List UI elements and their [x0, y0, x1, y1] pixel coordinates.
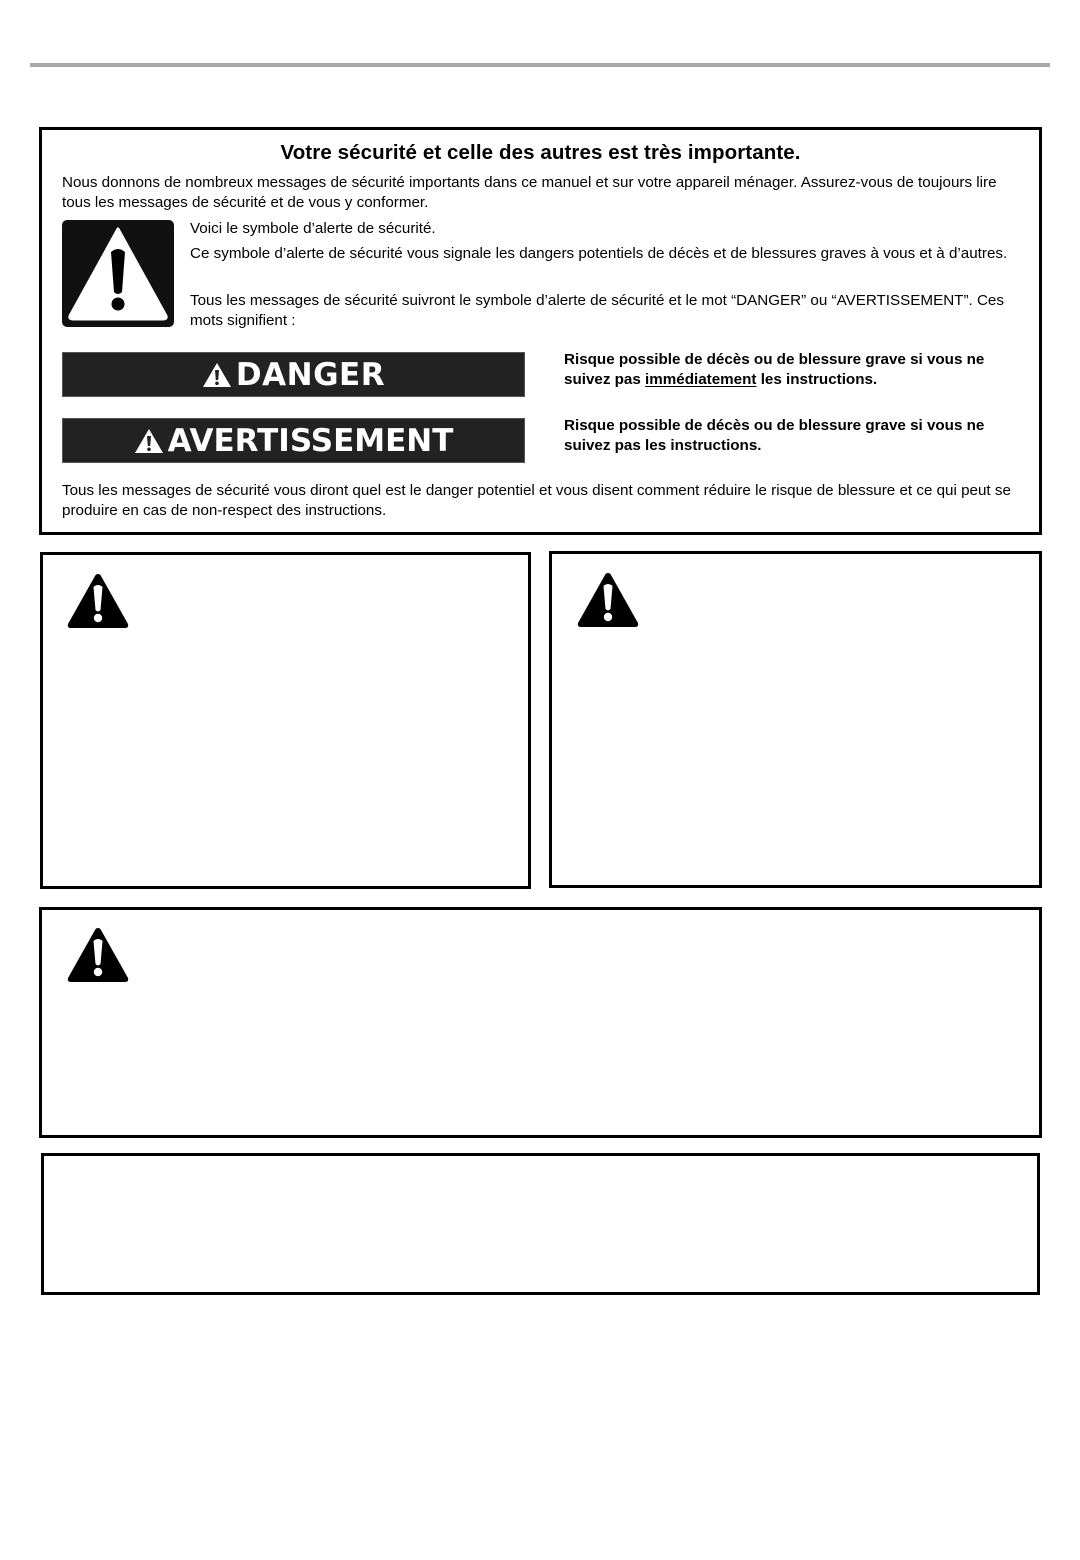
warning-triangle-icon: [66, 926, 130, 984]
warning-triangle-icon: [202, 362, 232, 388]
warning-box-right: [549, 551, 1042, 888]
warning-definition: Risque possible de décès ou de blessure grave si vous ne suivez pas les instructions.: [564, 417, 985, 454]
danger-label: DANGER: [235, 356, 386, 393]
warning-triangle-icon: [66, 572, 130, 630]
warning-triangle-icon: [576, 571, 640, 629]
symbol-label: Voici le symbole d’alerte de sécurité.: [190, 220, 436, 237]
safety-notice-box: [39, 127, 1042, 535]
danger-signal-bar: [62, 352, 525, 397]
signal-words-intro: Tous les messages de sécurité suivront le symbole d’alerte de sécurité et le mot “DANGER” ou “AVERTISSEMENT”. Ces mots signifient :: [190, 292, 1004, 329]
danger-emphasis: immédiatement: [645, 371, 757, 388]
symbol-meaning: Ce symbole d’alerte de sécurité vous signale les dangers potentiels de décès et de blessures graves à vous et à d’autres.: [190, 245, 1008, 262]
header-rule: [30, 63, 1050, 67]
safety-heading: Votre sécurité et celle des autres est très importante.: [280, 141, 801, 164]
warning-label: AVERTISSEMENT: [167, 422, 454, 459]
warning-box-left: [40, 552, 531, 889]
notice-box-empty: [41, 1153, 1040, 1295]
warning-triangle-icon: [134, 428, 164, 454]
safety-alert-symbol-icon: [62, 220, 174, 327]
safety-outro: Tous les messages de sécurité vous diront quel est le danger potentiel et vous disent comment réduire le risque de blessure et ce qui peut se produire en cas de non-respect des instructions.: [62, 482, 1011, 519]
warning-box-wide: [39, 907, 1042, 1138]
danger-definition: Risque possible de décès ou de blessure grave si vous ne suivez pas immédiatement les instructions.: [564, 351, 985, 388]
warning-signal-bar: [62, 418, 525, 463]
safety-intro: Nous donnons de nombreux messages de sécurité importants dans ce manuel et sur votre appareil ménager. Assurez-vous de toujours lire tous les messages de sécurité et de vous y conformer.: [62, 174, 997, 211]
